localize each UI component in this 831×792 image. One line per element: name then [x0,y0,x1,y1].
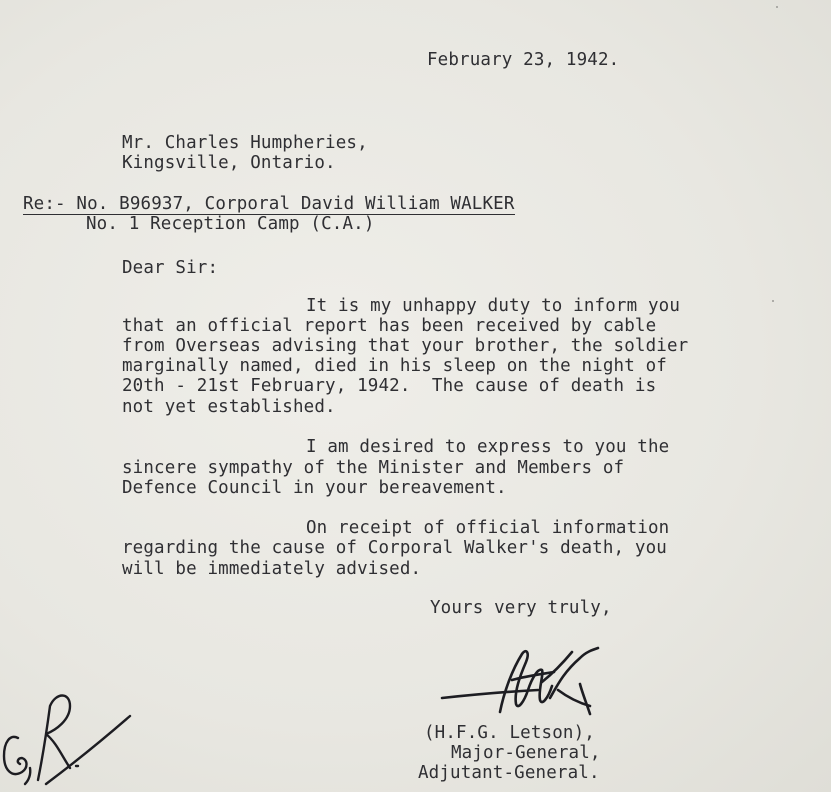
paragraph3-line: regarding the cause of Corporal Walker's death, you [122,538,667,558]
paper-speck [776,6,778,8]
signatory-name: (H.F.G. Letson), [424,723,595,743]
paragraph2-line: I am desired to express to you the [306,437,670,457]
closing: Yours very truly, [430,598,612,618]
paragraph2-line: Defence Council in your bereavement. [122,478,507,498]
paragraph3-line: will be immediately advised. [122,559,422,579]
handwritten-signature [430,640,620,730]
letter-date: February 23, 1942. [427,50,620,70]
paragraph1-line: that an official report has been received by cable [122,316,657,336]
paragraph1-line: It is my unhappy duty to inform you [306,296,681,316]
recipient-location: Kingsville, Ontario. [122,153,336,173]
margin-initials [0,676,140,792]
subject-line: Re:- No. B96937, Corporal David William WALKER [23,194,515,214]
paragraph1-line: marginally named, died in his sleep on the night of [122,356,667,376]
paragraph1-line: 20th - 21st February, 1942. The cause of death is [122,376,657,396]
paragraph3-line: On receipt of official information [306,518,670,538]
signatory-title: Adjutant-General. [418,763,600,783]
signatory-rank: Major-General, [451,743,601,763]
paragraph2-line: sincere sympathy of the Minister and Members of [122,458,625,478]
subject-unit: No. 1 Reception Camp (C.A.) [86,214,375,234]
paragraph1-line: not yet established. [122,397,336,417]
salutation: Dear Sir: [122,258,219,278]
paper-speck [772,300,774,302]
paragraph1-line: from Overseas advising that your brother, the soldier [122,336,689,356]
recipient-name: Mr. Charles Humpheries, [122,133,368,153]
